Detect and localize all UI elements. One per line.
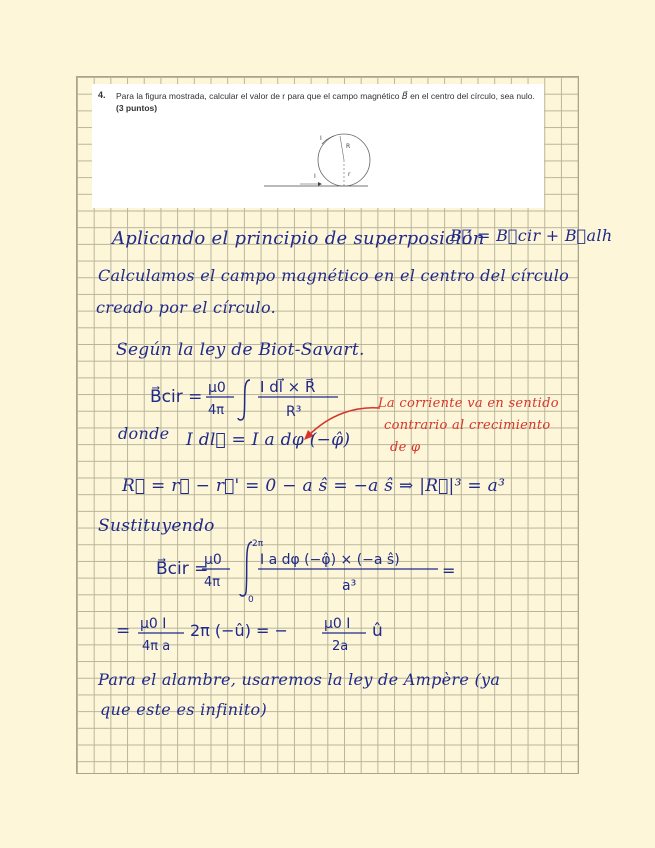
hw-line-biot-savart: Según la ley de Biot-Savart.: [116, 340, 365, 360]
question-text-part1: Para la figura mostrada, calcular el valor de r para que el campo magnético: [116, 91, 400, 101]
red-note-line2: contrario al crecimiento: [384, 418, 551, 433]
question-card: [92, 84, 544, 208]
eq-result-eq1: =: [116, 621, 131, 641]
wire-loop-figure: [260, 130, 390, 204]
eq-biot-coef-den: 4π: [208, 403, 225, 418]
eq-sub-upper: 2π: [252, 539, 264, 549]
eq-sub-lhs: B⃗cir =: [156, 559, 209, 579]
eq-sub-rhs: =: [442, 561, 456, 580]
figure-label-radius: R: [346, 143, 351, 150]
hw-line-created-by-circle: creado por el círculo.: [96, 298, 277, 317]
question-text: [116, 90, 536, 114]
red-note-line1: La corriente va en sentido: [378, 396, 559, 411]
eq-result-end: û: [372, 621, 383, 641]
eq-R-vector: R⃗ = r⃗ − r⃗' = 0 − a ŝ = −a ŝ ⇒ |R⃗|³ = a³: [122, 476, 506, 496]
question-points: (3 puntos): [116, 103, 158, 113]
hw-line-calculate: Calculamos el campo magnético en el centro del círculo: [98, 266, 570, 285]
eq-result-den2: 2a: [332, 639, 349, 654]
hw-line-superposition: Aplicando el principio de superposición: [112, 228, 485, 249]
eq-sub-coef-den: 4π: [204, 575, 221, 590]
eq-sub-integrand-num: I a dφ (−φ̂) × (−a ŝ): [260, 552, 400, 568]
hw-superposition-formula: B⃗ = B⃗cir + B⃗alh: [450, 226, 613, 245]
question-text-part2: en el centro del círculo, sea nulo.: [410, 91, 535, 101]
hw-donde: donde: [118, 424, 170, 443]
eq-result-num2: μ0 I: [324, 616, 351, 632]
eq-sub-integrand-den: a³: [342, 578, 357, 594]
eq-result-den1: 4π a: [142, 639, 171, 654]
figure-label-loop-current: I: [320, 135, 322, 142]
eq-substitution: [156, 536, 456, 606]
question-number: 4.: [98, 90, 106, 100]
question-b-symbol: B⃗: [401, 91, 408, 101]
hw-line-infinite: que este es infinito): [100, 700, 268, 719]
eq-biot-coef-num: μ0: [208, 380, 226, 396]
eq-result: [116, 608, 406, 660]
figure-label-wire-current: I: [314, 173, 316, 180]
eq-result-mid: 2π (−û) = −: [190, 621, 288, 640]
hw-line-wire-ampere: Para el alambre, usaremos la ley de Ampère (ya: [98, 670, 501, 689]
eq-sub-coef-num: μ0: [204, 552, 222, 568]
hw-sustituyendo: Sustituyendo: [98, 516, 215, 536]
eq-idl: I dl⃗ = I a dφ (−φ̂): [186, 430, 351, 450]
eq-result-num1: μ0 I: [140, 616, 167, 632]
eq-biot-integrand-den: R³: [286, 404, 302, 420]
figure-label-r: r: [348, 171, 351, 178]
eq-sub-lower: 0: [248, 595, 254, 605]
red-note-line3: de φ: [390, 440, 421, 455]
eq-biot-integrand-num: I dl⃗ × R⃗: [260, 378, 316, 396]
eq-biot-lhs: B⃗cir =: [150, 387, 203, 407]
